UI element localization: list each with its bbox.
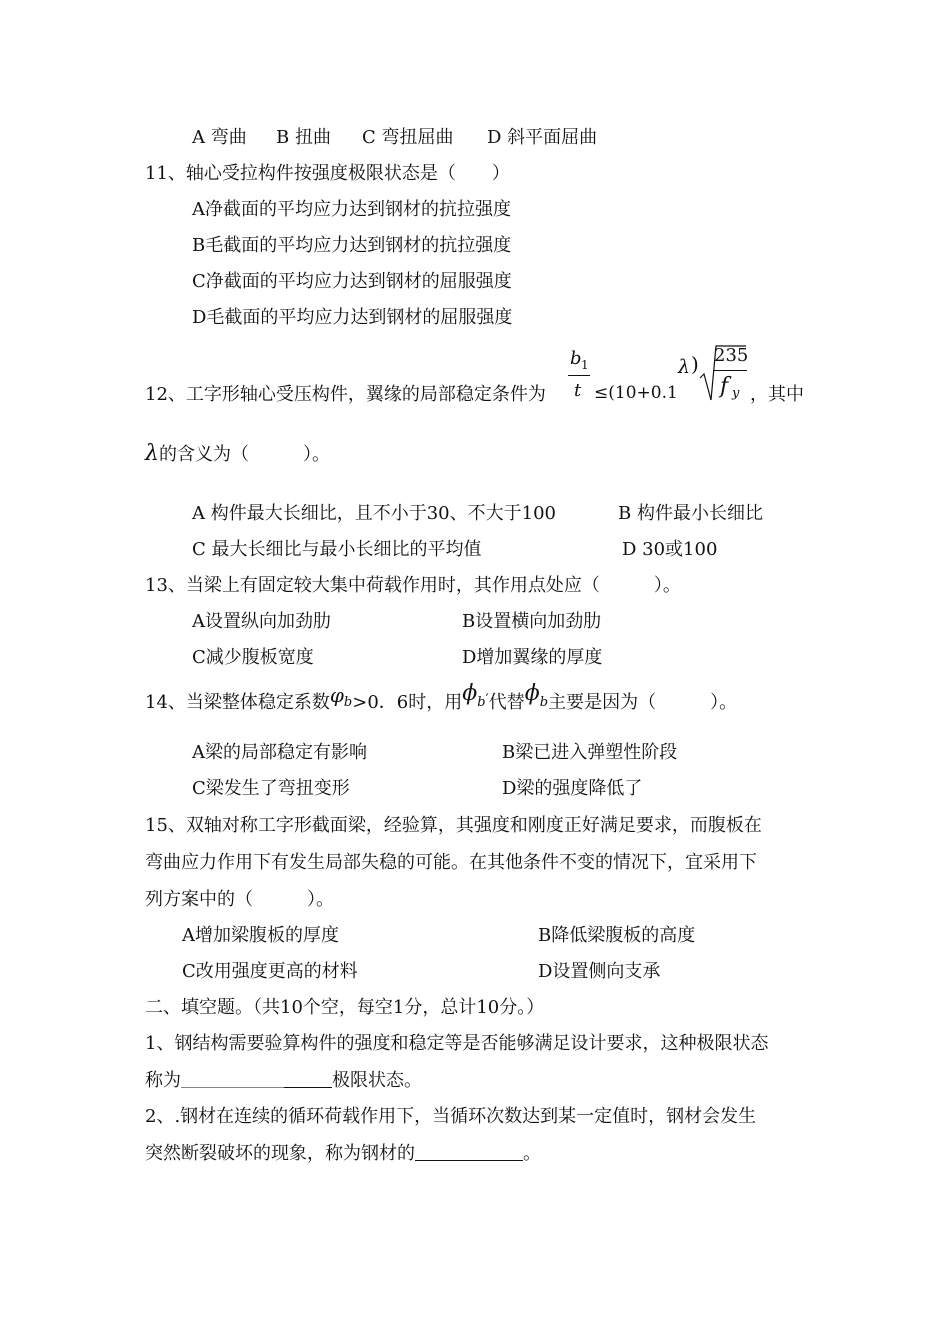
fill-q1-suffix: 极限状态。 bbox=[332, 1070, 422, 1091]
formula-sqrt-numerator: 235 bbox=[714, 345, 749, 366]
q15-option-a: A增加梁腹板的厚度 bbox=[182, 925, 339, 946]
q14-stem-d: 主要是因为（ ）。 bbox=[548, 692, 738, 713]
q14-phi-1: φ bbox=[329, 683, 344, 707]
q11-option-b: B毛截面的平均应力达到钢材的抗拉强度 bbox=[192, 235, 512, 256]
q13-stem: 13、当梁上有固定较大集中荷载作用时，其作用点处应（ ）。 bbox=[145, 575, 681, 596]
fill-q1-line-2 bbox=[145, 1069, 422, 1093]
q15-option-b: B降低梁腹板的高度 bbox=[538, 925, 696, 946]
section2-heading: 二、填空题。（共10个空，每空1分，总计10分。） bbox=[145, 997, 545, 1018]
fill-q1-prefix: 称为 bbox=[145, 1070, 181, 1091]
fill-q1-blank[interactable] bbox=[284, 1069, 332, 1088]
q14-stem bbox=[145, 681, 738, 717]
q14-option-d: D梁的强度降低了 bbox=[502, 778, 643, 799]
fill-q2-prefix: 突然断裂破坏的现象，称为钢材的 bbox=[145, 1143, 415, 1164]
q10-option-c: C 弯扭屈曲 bbox=[362, 127, 454, 148]
q12-option-a: A 构件最大长细比，且不小于30、不大于100 bbox=[192, 503, 556, 524]
q13-option-b: B设置横向加劲肋 bbox=[462, 611, 602, 632]
q14-stem-b: >0．6时，用 bbox=[352, 692, 463, 713]
formula-denominator: t bbox=[574, 380, 582, 401]
formula-sqrt-denominator: f bbox=[720, 374, 729, 399]
q15-line-2: 弯曲应力作用下有发生局部失稳的可能。在其他条件不变的情况下，宜采用下 bbox=[145, 852, 757, 873]
q10-option-d: D 斜平面屈曲 bbox=[487, 127, 598, 148]
q13-option-c: C减少腹板宽度 bbox=[192, 647, 314, 668]
q12-option-c: C 最大长细比与最小长细比的平均值 bbox=[192, 539, 482, 560]
q11-option-c: C净截面的平均应力达到钢材的屈服强度 bbox=[192, 271, 512, 292]
q11-option-d: D毛截面的平均应力达到钢材的屈服强度 bbox=[192, 307, 513, 328]
formula-sqrt-denominator-sub: y bbox=[732, 386, 740, 401]
q12-stem-suffix: ，其中 bbox=[750, 384, 804, 405]
q14-phi-2-prime: ′ bbox=[485, 692, 489, 708]
q14-phi-3: ϕ bbox=[524, 681, 540, 706]
fill-q1-line-1: 1、钢结构需要验算构件的强度和稳定等是否能够满足设计要求，这种极限状态 bbox=[145, 1033, 769, 1054]
formula-numerator-sub: 1 bbox=[581, 358, 589, 372]
q11-option-a: A净截面的平均应力达到钢材的抗拉强度 bbox=[192, 199, 511, 220]
fill-q1-blank-light[interactable] bbox=[181, 1069, 284, 1088]
q15-line-3: 列方案中的（ ）。 bbox=[145, 889, 334, 910]
fill-q2-suffix: 。 bbox=[523, 1143, 541, 1164]
q11-stem: 11、轴心受拉构件按强度极限状态是（ ） bbox=[145, 163, 510, 184]
q12-stem-prefix: 12、工字形轴心受压构件，翼缘的局部稳定条件为 bbox=[145, 384, 546, 405]
formula-fraction-bar bbox=[568, 375, 590, 376]
formula-relation: ≤(10+0.1 bbox=[594, 383, 678, 403]
q12-lambda-symbol: λ bbox=[145, 441, 159, 466]
q12-option-b: B 构件最小长细比 bbox=[618, 503, 763, 524]
q10-option-b: B 扭曲 bbox=[276, 127, 331, 148]
q14-option-c: C梁发生了弯扭变形 bbox=[192, 778, 350, 799]
q12-option-d: D 30或100 bbox=[622, 539, 718, 560]
q14-stem-a: 14、当梁整体稳定系数 bbox=[145, 692, 330, 713]
q14-phi-2: ϕ bbox=[462, 681, 478, 706]
q14-phi-1-sub: b bbox=[343, 695, 353, 710]
q12-line2 bbox=[145, 442, 330, 467]
formula-numerator: b bbox=[570, 348, 582, 369]
q14-option-b: B梁已进入弹塑性阶段 bbox=[502, 742, 678, 763]
fill-q2-line-1: 2、.钢材在连续的循环荷载作用下，当循环次数达到某一定值时，钢材会发生 bbox=[145, 1106, 757, 1127]
q15-option-d: D设置侧向支承 bbox=[538, 961, 661, 982]
q14-option-a: A梁的局部稳定有影响 bbox=[192, 742, 367, 763]
formula-paren-close: ) bbox=[691, 352, 699, 376]
q14-stem-c: 代替 bbox=[488, 692, 525, 713]
q15-option-c: C改用强度更高的材料 bbox=[182, 961, 358, 982]
q14-phi-3-sub: b bbox=[539, 695, 549, 710]
q13-option-d: D增加翼缘的厚度 bbox=[462, 647, 603, 668]
formula-sqrt-bar bbox=[713, 370, 747, 371]
fill-q2-blank[interactable] bbox=[415, 1142, 523, 1161]
q12-line2-text: 的含义为（ ）。 bbox=[158, 444, 330, 465]
q15-line-1: 15、双轴对称工字形截面梁，经验算，其强度和刚度正好满足要求，而腹板在 bbox=[145, 815, 762, 836]
q10-option-a: A 弯曲 bbox=[192, 127, 247, 148]
q13-option-a: A设置纵向加劲肋 bbox=[192, 611, 331, 632]
formula-lambda: λ bbox=[678, 356, 691, 378]
fill-q2-line-2 bbox=[145, 1142, 541, 1166]
q14-phi-2-sub: b bbox=[477, 695, 486, 710]
